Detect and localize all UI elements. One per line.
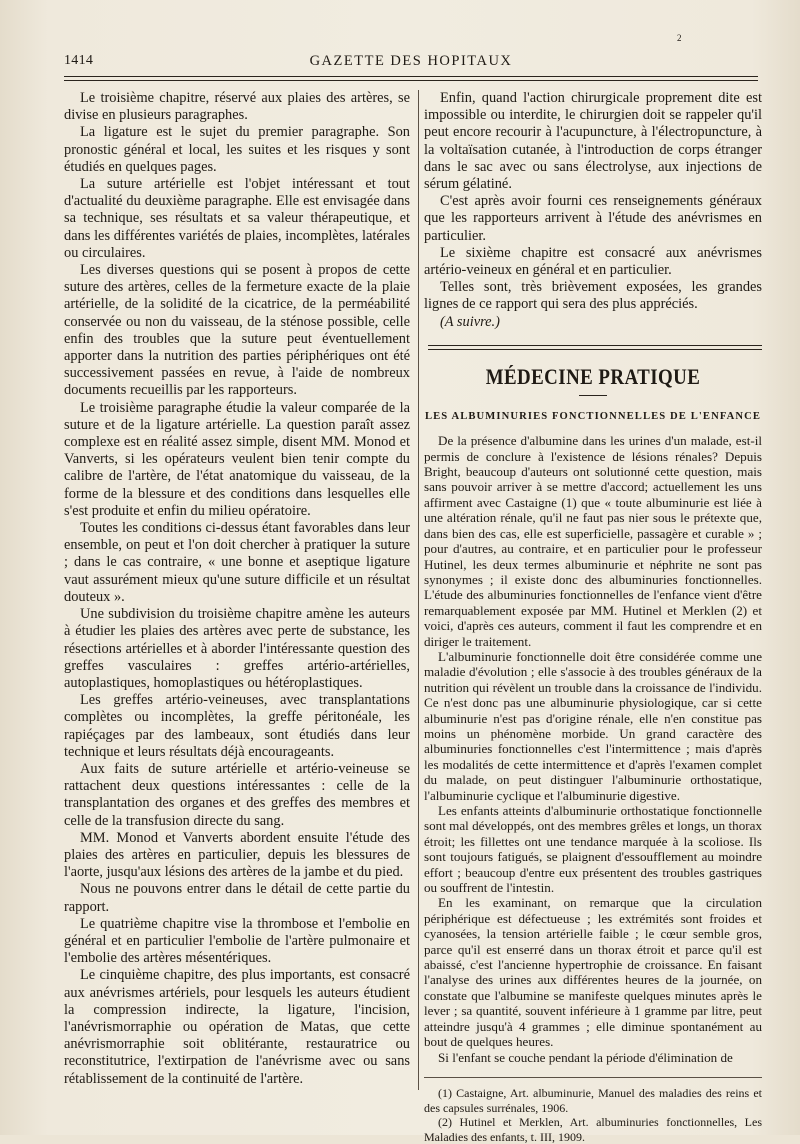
paragraph: Les enfants atteints d'albuminurie orthostatique fonctionnelle sont mal développés, ont des membres grêles et longs, un thorax étroit; les fillettes ont une tendance marquée à la scoliose. Ils sont toujours fatigués, se plaignent d'essoufflement au moindre effort ; beaucoup d'entre eux présentent des troubles gastriques ou souffrent de l'intestin. xyxy=(424,803,762,896)
paragraph: C'est après avoir fourni ces renseignements généraux que les rapporteurs arrivent à l'étude des anévrismes en particulier. xyxy=(424,193,762,244)
to-be-continued: (A suivre.) xyxy=(440,313,500,330)
footnotes xyxy=(424,1086,762,1144)
paragraph: La ligature est le sujet du premier paragraphe. Son pronostic général et local, les suites et les risques y sont étudiés en quelques pages. xyxy=(64,124,410,175)
paragraph: Le sixième chapitre est consacré aux anévrismes artério-veineux en général et en particulier. xyxy=(424,244,762,279)
article-title: LES ALBUMINURIES FONCTIONNELLES DE L'ENFANCE xyxy=(424,411,762,423)
left-column xyxy=(64,90,410,1088)
section-title: MÉDECINE PRATIQUE xyxy=(485,363,701,389)
section-rule xyxy=(428,345,762,350)
paragraph: En les examinant, on remarque que la circulation périphérique est défectueuse ; les extrémités sont froides et cyanosées, la tension artérielle faible ; le cœur semble gros, parce qu'il est enserré dans un thorax étroit et parce qu'il est abaissé, c'est l'ancienne hypertrophie de croissance. En faisant l'analyse des urines aux différentes heures de la journée, on constate que l'albumine se manifeste quelques minutes après le lever ; sa quantité, souvent inférieure à 1 gramme par litre, peut atteindre jusqu'à 4 grammes ; elle diminue spontanément au bout de quelques heures. xyxy=(424,895,762,1050)
header-rule xyxy=(64,76,758,81)
journal-title: GAZETTE DES HOPITAUX xyxy=(309,53,513,69)
right-column xyxy=(424,90,762,1144)
paragraph: La suture artérielle est l'objet intéressant et tout d'actualité du deuxième paragraphe. Elle est envisagée dans sa technique, ses résultats et sa valeur thérapeutique, et dans les différentes variétés de plaies, incomplètes, latérales ou circulaires. xyxy=(64,176,410,261)
paragraph: Aux faits de suture artérielle et artério-veineuse se rattachent deux questions intéressantes : celle de la transplantation des organes et des greffes des membres et celle de la transfusion directe du sang. xyxy=(64,760,410,829)
paragraph: Enfin, quand l'action chirurgicale proprement dite est impossible ou interdite, le chirurgien doit se rappeler qu'il peut encore recourir à l'acupuncture, à l'électropuncture, à la voltaïsation cutanée, à l'introduction de corps étranger dans le sac avec ou sans électrolyse, aux injections de sérum gélatiné. xyxy=(424,90,762,193)
paragraph: Le troisième chapitre, réservé aux plaies des artères, se divise en plusieurs paragraphes. xyxy=(64,90,410,124)
paragraph: Le troisième paragraphe étudie la valeur comparée de la suture et de la ligature artérielle. La question paraît assez complexe est en réalité assez simple, disent MM. Monod et Vanverts, si les opérateurs veulent bien tenir compte du calibre de l'artère, de l'état anatomique du vaisseau, de la forme de la blessure et des conditions dans lesquelles elle s'est produite et enfin du milieu opératoire. xyxy=(64,399,410,519)
paragraph: Une subdivision du troisième chapitre amène les auteurs à étudier les plaies des artères avec perte de substance, les résections artérielles et à aborder l'intéressante question des greffes vasculaires : greffes artério-artérielles, autoplastiques, homoplastiques ou hétéroplastiques. xyxy=(64,606,410,691)
footnote: (2) Hutinel et Merklen, Art. albuminuries fonctionnelles, Les Maladies des enfants, t. III, 1909. xyxy=(424,1115,762,1144)
paragraph: Toutes les conditions ci-dessus étant favorables dans leur ensemble, on peut et l'on doit chercher à pratiquer la suture ; dans le cas contraire, « une bonne et aseptique ligature vaut assurément mieux qu'une suture difficile et un résultat douteux ». xyxy=(64,520,410,605)
paragraph: Si l'enfant se couche pendant la période d'élimination de xyxy=(438,1049,733,1065)
paragraph: Le cinquième chapitre, des plus importants, est consacré aux anévrismes artériels, pour lesquels les auteurs étudient la compression indirecte, la ligature, l'incision, l'anévrismorraphie ou opération de Matas, que cette anévrismorraphie soit oblitérante, restauratrice ou reconstitutrice, l'extirpation de l'anévrisme avec ou sans rétablissement de la continuité de l'artère. xyxy=(64,967,410,1087)
paragraph: Les greffes artério-veineuses, avec transplantations complètes ou incomplètes, la greffe péritonéale, les rapiéçages par des lambeaux, sont étudiés dans leur technique et leurs résultats déjà encourageants. xyxy=(64,692,410,760)
page-header xyxy=(64,51,758,75)
paragraph: Telles sont, très brièvement exposées, les grandes lignes de ce rapport qui sera des plus appréciés. xyxy=(424,279,762,313)
column-divider xyxy=(418,90,419,1090)
title-short-rule xyxy=(579,395,607,396)
paragraph: Nous ne pouvons entrer dans le détail de cette partie du rapport. xyxy=(64,881,410,915)
footnote: (1) Castaigne, Art. albuminurie, Manuel des maladies des reins et des capsules surrénales, 1906. xyxy=(424,1085,762,1115)
article-body xyxy=(424,433,762,1065)
footnote-rule xyxy=(424,1077,762,1078)
paragraph: Les diverses questions qui se posent à propos de cette suture des artères, celles de la fermeture exacte de la plaie artérielle, de la solidité de la cicatrice, de la perméabilité conservée ou non du vaisseau, de la sténose possible, celle enfin des troubles que la suture peut éventuellement apporter dans la nutrition des parties périphériques ont été successivement passées en revue, à l'aide de nombreux documents recueillis par les rapporteurs. xyxy=(64,262,410,399)
paragraph: De la présence d'albumine dans les urines d'un malade, est-il permis de conclure à l'existence de lésions rénales? Depuis Bright, beaucoup d'auteurs ont solutionné cette question, mais sans pouvoir arriver à se mettre d'accord; actuellement les uns affirment avec Castaigne (1) que « toute albuminurie est liée à une altération rénale, qu'il ne faut pas nier sous le prétexte que, dans bien des cas, elle est superficielle, passagère et curable » ; pour d'autres, au contraire, et en particulier pour le professeur Hutinel, les deux termes albuminurie et néphrite ne sont pas synonymes ; il existe donc des albuminuries fonctionnelles. L'étude des albuminuries fonctionnelles de l'enfance vient d'être remarquablement exposée par MM. Hutinel et Merklen (2) et voici, d'après ces auteurs, comment il faut les comprendre et en diriger le traitement. xyxy=(424,433,762,649)
paragraph: L'albuminurie fonctionnelle doit être considérée comme une maladie d'évolution ; elle s'associe à des troubles généraux de la nutrition qui révèlent un trouble dans la croissance de l'individu. Ce n'est donc pas une albuminurie physiologique, car si cette albuminurie n'est pas d'origine rénale, elle n'en constitue pas moins un phénomène morbide. Un grand caractère des albuminuries fonctionnelles c'est l'intermittence ; mais d'après les modalités de cette intermittence et d'après l'examen complet du malade, on peut distinguer l'albuminurie orthostatique, l'albuminurie cyclique et l'albuminurie digestive. xyxy=(424,648,762,803)
page-number: 1414 xyxy=(64,53,94,68)
paragraph: Le quatrième chapitre vise la thrombose et l'embolie en général et en particulier l'embolie de l'artère pulmonaire et l'embolie des artères mésentériques. xyxy=(64,915,410,967)
paragraph: MM. Monod et Vanverts abordent ensuite l'étude des plaies des artères en particulier, depuis les blessures de l'aorte, jusqu'aux lésions des artères de la jambe et du pied. xyxy=(64,829,410,881)
page-mark: 2 xyxy=(677,33,682,43)
